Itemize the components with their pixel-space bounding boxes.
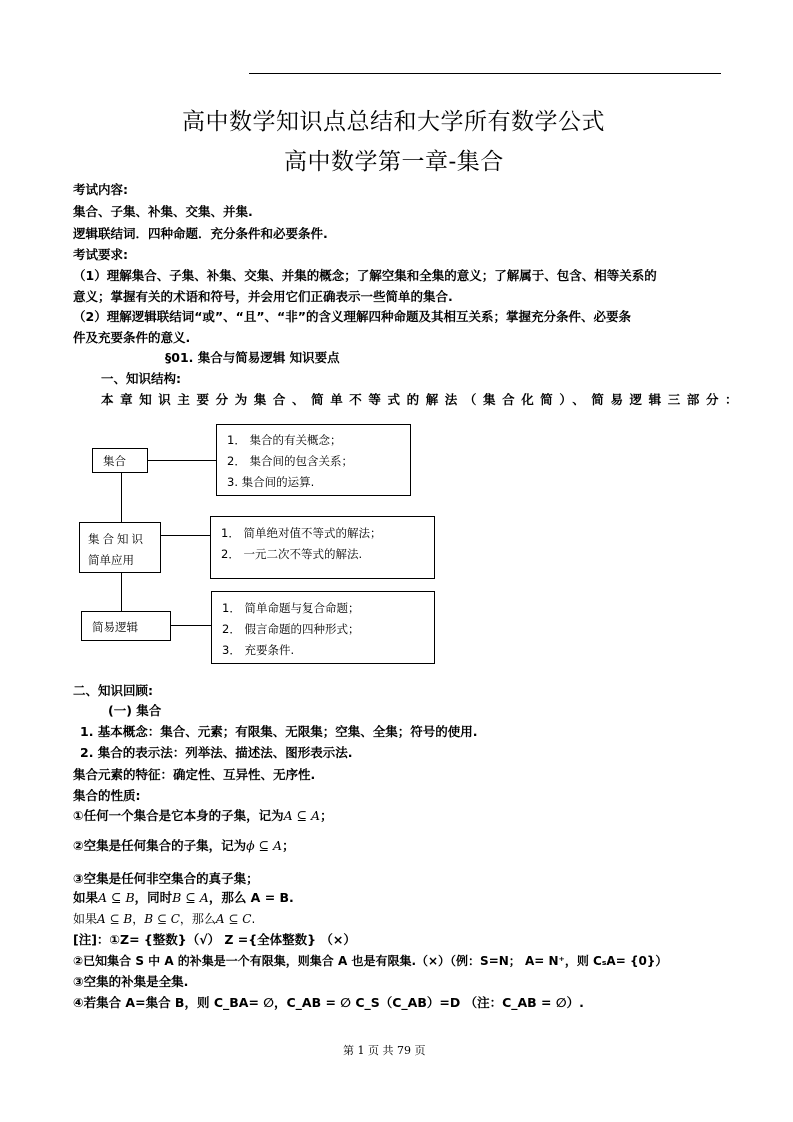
if2-c: ，那么 [179, 912, 216, 926]
note-3: ③空集的补集是全集. [73, 974, 189, 989]
box1-item-1: 1． 集合的有关概念； [227, 433, 342, 447]
review-features: 集合元素的特征：确定性、互异性、无序性. [73, 767, 316, 782]
box3-item-3: 3． 充要条件. [222, 643, 295, 657]
exam-content-line-1: 集合、子集、补集、交集、并集. [73, 204, 253, 219]
property-1-math: A ⊆ A [283, 808, 321, 823]
note-1: [注]：①Z= {整数}（√） Z ={全体整数} （×） [73, 932, 356, 947]
property-2 [73, 838, 295, 854]
box2-item-2: 2． 一元二次不等式的解法. [221, 547, 363, 561]
connector-vertical-2 [121, 572, 122, 612]
exam-content-line-2: 逻辑联结词．四种命题．充分条件和必要条件. [73, 226, 328, 241]
requirement-2a: （2）理解逻辑联结词“或”、“且”、“非”的含义理解四种命题及其相互关系；掌握充分条件、必要条 [73, 309, 631, 324]
box3-item-2: 2． 假言命题的四种形式； [222, 622, 360, 636]
property-1-text: ①任何一个集合是它本身的子集，记为 [73, 808, 284, 823]
chapter-title: 高中数学第一章-集合 [284, 149, 504, 175]
if-statement-2 [73, 911, 255, 927]
connector-logic [170, 625, 212, 626]
review-label: 二、知识回顾: [73, 683, 153, 698]
property-1 [73, 808, 333, 824]
connector-apply [160, 535, 210, 536]
box1-item-3: 3. 集合间的运算. [227, 475, 315, 489]
if-statement-1 [73, 890, 294, 906]
node-set [92, 448, 148, 473]
node-logic [81, 611, 171, 641]
requirement-1b: 意义；掌握有关的术语和符号，并会用它们正确表示一些简单的集合. [73, 289, 453, 304]
review-item-2: 2. 集合的表示法：列举法、描述法、图形表示法. [80, 745, 353, 760]
if1-c: ，那么 A = B. [208, 890, 294, 905]
box-set-topics [216, 424, 411, 496]
structure-description: 本章知识主要分为集合、简单不等式的解法（集合化简）、简易逻辑三部分： [101, 392, 745, 407]
if1-a: 如果 [73, 890, 99, 905]
node-apply [79, 522, 161, 573]
requirement-1a: （1）理解集合、子集、补集、交集、并集的概念；了解空集和全集的意义；了解属于、包含、相等关系的 [73, 268, 657, 283]
property-2-end: ； [282, 838, 295, 853]
if2-a: 如果 [73, 912, 98, 926]
box1-item-2: 2． 集合间的包含关系； [227, 454, 353, 468]
note-4: ④若集合 A=集合 B，则 C_BA= ∅，C_AB = ∅ C_S（C_AB）=D （注：C_AB = ∅）. [73, 995, 584, 1010]
structure-label: 一、知识结构: [101, 371, 181, 386]
box-logic-topics [211, 591, 435, 664]
if1-math-2: B ⊆ A [172, 890, 209, 905]
exam-content-label: 考试内容: [73, 182, 128, 197]
connector-set [147, 460, 217, 461]
property-2-text: ②空集是任何集合的子集，记为 [73, 838, 247, 853]
connector-vertical-1 [121, 472, 122, 523]
if2-math-2: B ⊆ C [144, 912, 180, 926]
note-2: ②已知集合 S 中 A 的补集是一个有限集，则集合 A 也是有限集.（×）（例：S=N； A= N⁺，则 CₛA= {0}） [73, 954, 668, 968]
page-footer: 第 1 页 共 79 页 [343, 1044, 426, 1057]
node-apply-line-2: 简单应用 [88, 553, 134, 567]
if2-b: ， [132, 912, 145, 926]
section-heading: §01. 集合与简易逻辑 知识要点 [165, 350, 340, 365]
property-2-math: ϕ ⊆ A [246, 838, 283, 853]
if2-math-3: A ⊆ C [215, 912, 252, 926]
property-3: ③空集是任何非空集合的真子集； [73, 871, 259, 886]
box2-item-1: 1． 简单绝对值不等式的解法； [221, 526, 382, 540]
node-set-label: 集合 [103, 454, 126, 468]
box3-item-1: 1． 简单命题与复合命题； [222, 601, 360, 615]
review-subsection: (一) 集合 [108, 703, 162, 718]
review-properties-label: 集合的性质: [73, 788, 141, 803]
if1-b: ，同时 [134, 890, 173, 905]
exam-requirements-label: 考试要求: [73, 247, 128, 262]
box-apply-topics [210, 516, 435, 579]
requirement-2b: 件及充要条件的意义. [73, 330, 191, 345]
header-rule [249, 73, 721, 74]
review-item-1: 1. 基本概念：集合、元素；有限集、无限集；空集、全集；符号的使用. [80, 724, 478, 739]
page-title: 高中数学知识点总结和大学所有数学公式 [182, 109, 605, 135]
if1-math-1: A ⊆ B [98, 890, 135, 905]
if2-math-1: A ⊆ B [97, 912, 133, 926]
if2-d: . [251, 912, 256, 926]
node-apply-line-1: 集合知识 [88, 532, 146, 546]
node-logic-label: 简易逻辑 [92, 620, 138, 634]
property-1-end: ； [320, 808, 333, 823]
